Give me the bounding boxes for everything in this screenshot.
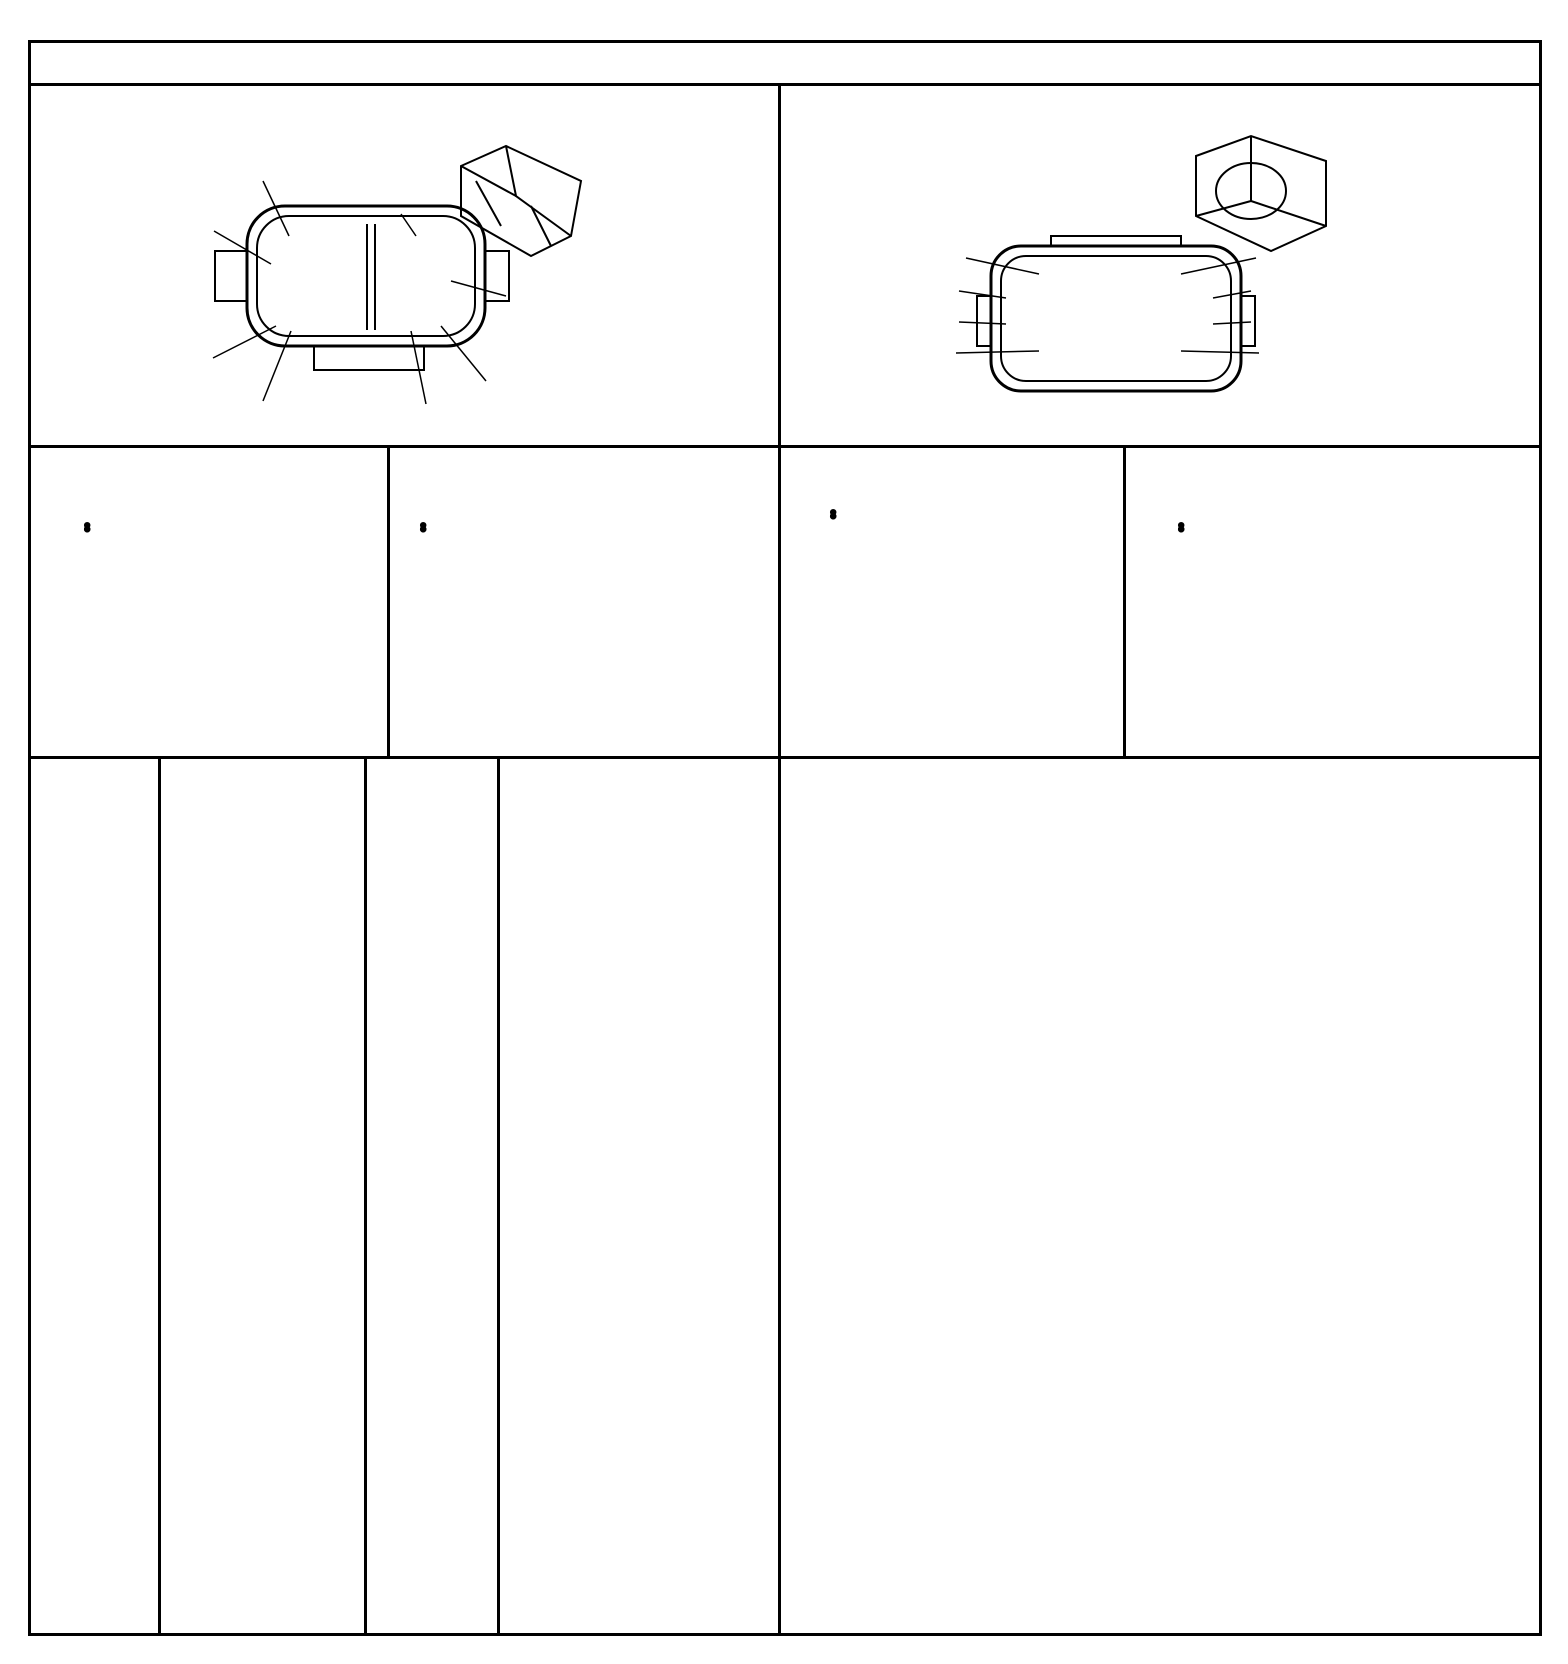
right-pin-table xyxy=(781,759,1539,1636)
left-terminal-info-list xyxy=(419,511,769,515)
table-column-divider xyxy=(497,759,500,1636)
left-pin-table xyxy=(31,759,778,1636)
sheet-title xyxy=(31,43,1539,86)
right-connector-info-list xyxy=(829,498,1119,502)
table-column-divider xyxy=(364,759,367,1636)
left-connector-3d-view xyxy=(461,146,581,256)
right-connector-3d-view xyxy=(1196,136,1326,251)
diagram-bottom-line xyxy=(31,445,1539,448)
right-terminal-info-list xyxy=(1177,511,1527,515)
left-connector-diagram xyxy=(31,86,778,445)
table-header-cell xyxy=(365,759,498,822)
left-info-divider xyxy=(387,445,390,756)
table-header-cell xyxy=(159,759,365,822)
table-column-divider xyxy=(158,759,161,1636)
right-connector-diagram xyxy=(781,86,1539,445)
left-connector-info-list xyxy=(83,511,383,515)
right-info-divider xyxy=(1123,445,1126,756)
table-header-cell xyxy=(31,759,159,822)
table-header-cell xyxy=(498,759,778,822)
pinout-sheet xyxy=(28,40,1542,1636)
